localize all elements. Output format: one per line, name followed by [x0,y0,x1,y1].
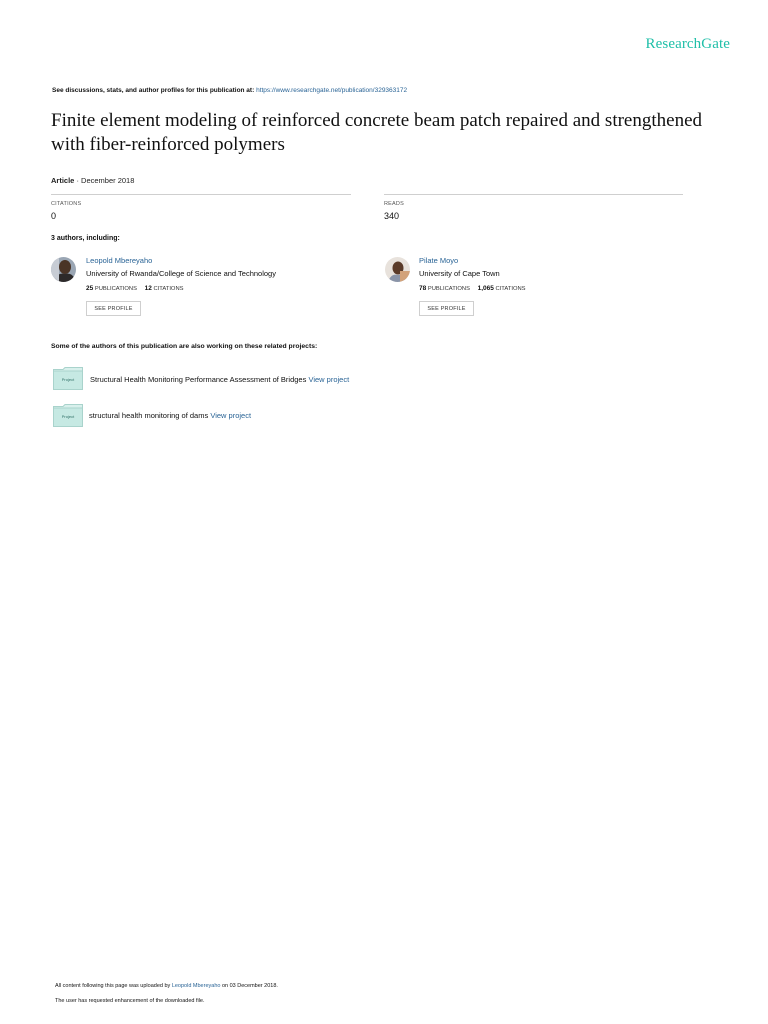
author-name-link[interactable]: Leopold Mbereyaho [86,256,153,265]
author-publications-label: PUBLICATIONS [94,286,137,292]
avatar[interactable] [385,257,410,282]
author-name-link[interactable]: Pilate Moyo [419,256,459,265]
publication-meta [51,176,134,185]
footer-upload-note [55,983,278,989]
header-intro-text: See discussions, stats, and author profiles for this publication at: [52,87,255,94]
publication-title: Finite element modeling of reinforced concrete beam patch repaired and strengthened with fiber-reinforced polymers [51,110,703,155]
researchgate-logo[interactable]: ResearchGate [645,36,730,52]
author-citations-count: 1,065 [477,285,494,292]
footer-prefix: All content following this page was uploaded by [55,983,171,989]
author-citations-label: CITATIONS [495,286,526,292]
project-badge: Project [61,414,75,419]
project-icon[interactable] [53,367,83,390]
author-photo-icon [51,257,76,282]
publication-date: December 2018 [81,176,135,185]
project-title: structural health monitoring of dams [89,411,209,420]
reads-value: 340 [384,211,400,221]
author-citations-label: CITATIONS [153,286,184,292]
authors-label: 3 authors, including: [51,235,120,242]
project-icon[interactable] [53,404,83,427]
author-stats [86,285,184,292]
citations-label: CITATIONS [51,201,82,207]
related-projects-label: Some of the authors of this publication are also working on these related projects: [51,343,318,350]
author-citations-count: 12 [144,285,152,292]
header-discussions-line [52,87,572,94]
citations-value: 0 [51,211,57,221]
author-photo-icon [385,257,410,282]
see-profile-button[interactable]: SEE PROFILE [86,301,141,316]
publication-url-link[interactable]: https://www.researchgate.net/publication/329363172 [256,87,408,94]
view-project-link[interactable]: View project [308,375,350,384]
avatar[interactable] [51,257,76,282]
author-publications-count: 25 [86,285,94,292]
author-stats [419,285,526,292]
see-profile-button[interactable]: SEE PROFILE [419,301,474,316]
author-publications-count: 78 [419,285,427,292]
divider-right [384,194,683,195]
footer-author-link[interactable]: Leopold Mbereyaho [171,983,221,989]
divider-left [51,194,351,195]
publication-type: Article [51,176,75,185]
project-badge: Project [61,377,75,382]
footer-enhancement-note: The user has requested enhancement of the downloaded file. [55,998,205,1004]
project-item [89,411,251,420]
author-affiliation: University of Rwanda/College of Science and Technology [86,269,276,278]
author-publications-label: PUBLICATIONS [427,286,470,292]
author-affiliation: University of Cape Town [419,269,500,278]
reads-label: READS [384,201,404,207]
project-title: Structural Health Monitoring Performance Assessment of Bridges [90,375,307,384]
meta-separator: · [76,176,79,185]
view-project-link[interactable]: View project [210,411,252,420]
project-item [90,375,349,384]
footer-suffix: on 03 December 2018. [221,983,278,989]
